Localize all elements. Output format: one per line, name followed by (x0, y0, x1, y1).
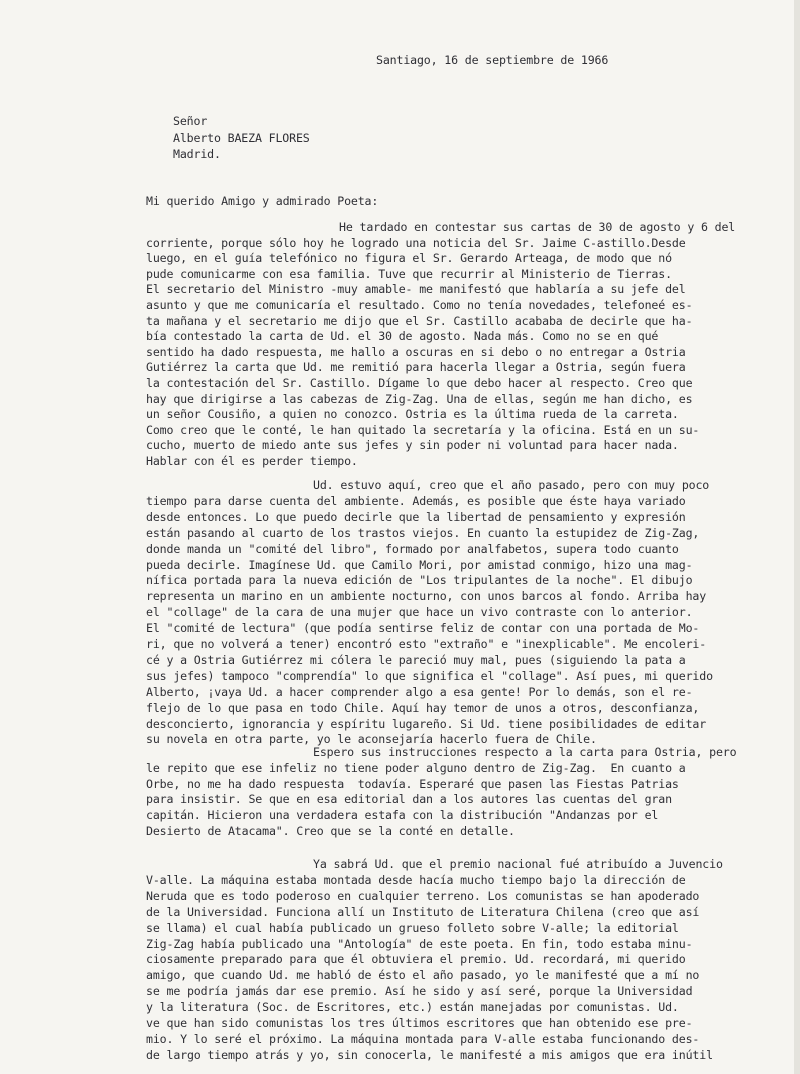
paragraph-line: donde manda un "comité del libro", formado por analfabetos, supera todo cuanto (146, 541, 679, 556)
paragraph-line: cé y a Ostria Gutiérrez mi cólera le pareció muy mal, pues (siguiendo la pata a (146, 652, 686, 667)
paragraph-line: amigo, que cuando Ud. me habló de ésto el año pasado, yo le manifesté que a mí no (146, 968, 700, 983)
paragraph-line: Ya sabrá Ud. que el premio nacional fué atribuído a Juvencio (313, 857, 723, 871)
paragraph-line: bía contestado la carta de Ud. el 30 de agosto. Nada más. Como no se en qué (146, 329, 659, 344)
paragraph-line: capitán. Hicieron una verdadera estafa con la distribución "Andanzas por el (146, 808, 659, 823)
salutation: Mi querido Amigo y admirado Poeta: (146, 194, 379, 208)
paragraph-line: hay que dirigirse a las cabezas de Zig-Zag. Una de ellas, según me han dicho, es (146, 391, 693, 406)
paragraph-line: un señor Cousiño, a quien no conozco. Ostria es la última rueda de la carreta. (146, 407, 679, 422)
paragraph-line: corriente, porque sólo hoy he logrado una noticia del Sr. Jaime C-astillo.Desde (146, 235, 686, 250)
paragraph-line: están pasando al cuarto de los trastos viejos. En cuanto la estupidez de Zig-Zag, (146, 525, 700, 540)
recipient-title: Señor (173, 114, 208, 128)
paragraph-line: ta mañana y el secretario me dijo que el Sr. Castillo acababa de decirle que ha- (146, 313, 693, 328)
paragraph-line: cucho, muerto de miedo ante sus jefes y sin poder ni voluntad para hacer nada. (146, 438, 679, 453)
page-edge (794, 0, 800, 1074)
paragraph-line: Gutiérrez la carta que Ud. me remitió para hacerla llegar a Ostria, según fuera (146, 360, 686, 375)
paragraph-line: ri, que no volverá a tener) encontró esto "extraño" e "inexplicable". Me encoleri- (146, 637, 707, 651)
paragraph-line: Como creo que le conté, le han quitado la secretaría y la oficina. Está en un su- (146, 422, 700, 437)
paragraph-line: la contestación del Sr. Castillo. Dígame lo que debo hacer al respecto. Creo que (146, 376, 693, 390)
paragraph-line: ciosamente preparado para que él obtuviera el premio. Ud. recordará, mi querido (146, 952, 686, 967)
paragraph-line: luego, en el guía telefónico no figura el Sr. Gerardo Arteaga, de modo que nó (146, 251, 672, 266)
paragraph-line: de la Universidad. Funciona allí un Instituto de Literatura Chilena (creo que así (146, 904, 700, 919)
paragraph-line: Desierto de Atacama". Creo que se la conté en detalle. (146, 824, 515, 838)
paragraph-line: ve que han sido comunistas los tres últimos escritores que han obtenido ese pre- (146, 1016, 693, 1030)
paragraph-line: para insistir. Se que en esa editorial dan a los autores las cuentas del gran (146, 792, 672, 807)
paragraph-line: desconcierto, ignorancia y espíritu lugareño. Si Ud. tiene posibilidades de editar (146, 716, 707, 731)
paragraph-line: Alberto, ¡vaya Ud. a hacer comprender algo a esa gente! Por lo demás, son el re- (146, 684, 693, 699)
letter-date: Santiago, 16 de septiembre de 1966 (376, 53, 609, 67)
paragraph-line: Hablar con él es perder tiempo. (146, 454, 358, 468)
recipient-name: Alberto BAEZA FLORES (173, 131, 310, 145)
paragraph-line: se me podría jamás dar ese premio. Así he sido y así seré, porque la Universidad (146, 984, 693, 999)
paragraph-line: sus jefes) tampoco "comprendía" lo que significa el "collage". Así pues, mi querido (146, 668, 713, 683)
paragraph-line: flejo de lo que pasa en todo Chile. Aquí hay temor de unos a otros, desconfianza, (146, 700, 700, 715)
recipient-city: Madrid. (173, 147, 221, 161)
paragraph-line: He tardado en contestar sus cartas de 30 de agosto y 6 del (339, 220, 736, 234)
paragraph-line: pude comunicarme con esa familia. Tuve que recurrir al Ministerio de Tierras. (146, 266, 672, 281)
paragraph-line: se llama) el cual había publicado un grueso folleto sobre V-alle; la editorial (146, 920, 679, 935)
paragraph-line: mio. Y lo seré el próximo. La máquina montada para V-alle estaba funcionando des- (146, 1031, 700, 1046)
paragraph-line: de largo tiempo atrás y yo, sin conocerla, le manifesté a mis amigos que era inútil (146, 1047, 713, 1062)
paragraph-line: le repito que ese infeliz no tiene poder alguno dentro de Zig-Zag. En cuanto a (146, 760, 686, 775)
paragraph-line: Ud. estuvo aquí, creo que el año pasado, pero con muy poco (313, 478, 710, 492)
paragraph-line: Orbe, no me ha dado respuesta todavía. Esperaré que pasen las Fiestas Patrias (146, 776, 679, 791)
paragraph-line: pueda decirle. Imagínese Ud. que Camilo Mori, por amistad conmigo, hizo una mag- (146, 557, 693, 572)
paragraph-line: tiempo para darse cuenta del ambiente. Además, es posible que éste haya variado (146, 493, 686, 508)
paragraph-line: El secretario del Ministro -muy amable- me manifestó que hablaría a su jefe del (146, 282, 686, 297)
paragraph-line: El "comité de lectura" (que podía sentirse feliz de contar con una portada de Mo- (146, 621, 700, 636)
paragraph-line: representa un marino en un ambiente nocturno, con unos barcos al fondo. Arriba hay (146, 589, 707, 604)
paragraph-line: V-alle. La máquina estaba montada desde hacía mucho tiempo bajo la dirección de (146, 872, 686, 887)
paragraph-line: y la literatura (Soc. de Escritores, etc.) están manejadas por comunistas. Ud. (146, 1000, 679, 1015)
paragraph-line: el "collage" de la cara de una mujer que hace un vivo contraste con lo anterior. (146, 605, 693, 620)
paragraph-line: asunto y que me comunicaría el resultado. Como no tenía novedades, telefoneé es- (146, 298, 693, 312)
paragraph-line: nífica portada para la nueva edición de "Los tripulantes de la noche". El dibujo (146, 573, 693, 588)
paragraph-line: desde entonces. Lo que puedo decirle que la libertad de pensamiento y expresión (146, 509, 686, 524)
paragraph-line: su novela en otra parte, yo le aconsejaría hacerlo fuera de Chile. (146, 732, 597, 747)
paragraph-line: Espero sus instrucciones respecto a la carta para Ostria, pero (313, 745, 737, 759)
paragraph-line: Zig-Zag había publicado una "Antología" de este poeta. En fin, todo estaba minu- (146, 936, 693, 951)
paragraph-line: Neruda que es todo poderoso en cualquier terreno. Los comunistas se han apoderado (146, 888, 700, 903)
paragraph-line: sentido ha dado respuesta, me hallo a oscuras en si debo o no entregar a Ostria (146, 344, 686, 359)
